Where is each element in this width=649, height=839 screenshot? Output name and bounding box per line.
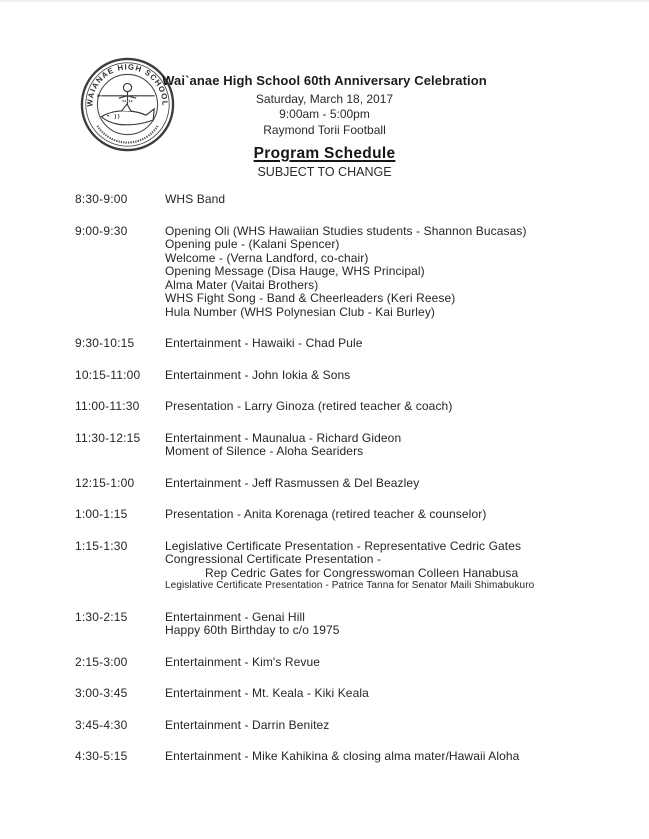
- row-time: 10:15-11:00: [75, 367, 141, 382]
- row-lines: [165, 508, 619, 522]
- schedule-line: Alma Mater (Vaitai Brothers): [165, 277, 319, 292]
- schedule-row: [75, 750, 619, 764]
- schedule-row: [75, 611, 619, 638]
- event-time: 9:00am - 5:00pm: [279, 107, 370, 121]
- schedule-line: Presentation - Anita Korenaga (retired teacher & counselor): [165, 507, 487, 521]
- row-lines: [165, 687, 619, 701]
- schedule-line: Hula Number (WHS Polynesian Club - Kai Burley): [165, 304, 436, 319]
- schedule-row: [75, 508, 619, 522]
- event-venue: Raymond Torii Football: [263, 122, 386, 137]
- row-lines: [165, 337, 619, 351]
- row-lines: [165, 193, 619, 207]
- schedule-rows: [75, 193, 619, 782]
- row-time: 1:00-1:15: [75, 507, 128, 521]
- row-time: 3:00-3:45: [75, 686, 128, 700]
- program-heading-block: [0, 145, 649, 179]
- event-date: Saturday, March 18, 2017: [255, 91, 394, 106]
- row-lines: [165, 750, 619, 764]
- schedule-line: WHS Band: [165, 192, 226, 206]
- row-time: 1:30-2:15: [75, 609, 128, 624]
- row-lines: [165, 369, 619, 383]
- row-time: 2:15-3:00: [75, 654, 128, 669]
- schedule-line: Welcome - (Verna Landford, co-chair): [165, 250, 369, 265]
- schedule-line: WHS Fight Song - Band & Cheerleaders (Keri Reese): [165, 291, 456, 305]
- schedule-line: Entertainment - Jeff Rasmussen & Del Beazley: [165, 475, 420, 490]
- scan-edge-artifact: [0, 0, 649, 2]
- document-header: [0, 73, 649, 138]
- row-lines: [165, 611, 619, 638]
- seal-arc-text: WAIANAE HIGH SCHOOL: [85, 62, 170, 107]
- schedule-row: [75, 337, 619, 351]
- row-time: 9:30-10:15: [75, 336, 135, 350]
- row-time: 12:15-1:00: [75, 475, 135, 490]
- schedule-row: [75, 477, 619, 491]
- schedule-line: Entertainment - Mike Kahikina & closing alma mater/Hawaii Aloha: [165, 749, 520, 763]
- schedule-row: [75, 369, 619, 383]
- row-time: 1:15-1:30: [75, 538, 128, 553]
- schedule-line: Congressional Certificate Presentation -: [165, 552, 382, 566]
- schedule-line: Entertainment - Darrin Benitez: [165, 717, 330, 732]
- schedule-line: Opening pule - (Kalani Spencer): [165, 237, 340, 251]
- schedule-line: Opening Message (Disa Hauge, WHS Principal): [165, 264, 425, 278]
- schedule-line: Happy 60th Birthday to c/o 1975: [165, 623, 340, 637]
- schedule-row: [75, 687, 619, 701]
- subject-to-change-note: SUBJECT TO CHANGE: [257, 165, 392, 179]
- row-time: 11:30-12:15: [75, 430, 141, 445]
- schedule-row: [75, 193, 619, 207]
- schedule-row: [75, 656, 619, 670]
- schedule-line: Entertainment - Hawaiki - Chad Pule: [165, 336, 363, 350]
- event-title: Wai`anae High School 60th Anniversary Celebration: [162, 73, 487, 88]
- row-lines: [165, 719, 619, 733]
- row-time: 9:00-9:30: [75, 223, 128, 238]
- row-lines: [165, 225, 619, 320]
- schedule-line: Entertainment - John Iokia & Sons: [165, 367, 351, 382]
- schedule-row: [75, 540, 619, 593]
- schedule-line: Entertainment - Kim's Revue: [165, 654, 321, 669]
- row-lines: [165, 400, 619, 414]
- row-lines: [165, 540, 619, 593]
- row-lines: [165, 432, 619, 459]
- schedule-line: Entertainment - Genai Hill: [165, 609, 305, 624]
- program-schedule-heading: Program Schedule: [253, 145, 396, 162]
- schedule-row: [75, 400, 619, 414]
- schedule-row: [75, 225, 619, 320]
- row-time: 4:30-5:15: [75, 749, 128, 763]
- row-time: 3:45-4:30: [75, 717, 128, 732]
- schedule-line: Opening Oli (WHS Hawaiian Studies students - Shannon Bucasas): [165, 223, 527, 238]
- row-time: 11:00-11:30: [75, 399, 140, 413]
- schedule-row: [75, 432, 619, 459]
- row-lines: [165, 656, 619, 670]
- schedule-line: Moment of Silence - Aloha Seariders: [165, 444, 364, 458]
- schedule-line: Legislative Certificate Presentation - Representative Cedric Gates: [165, 538, 522, 553]
- schedule-line: Legislative Certificate Presentation - Patrice Tanna for Senator Maili Shimabukuro: [165, 580, 535, 591]
- schedule-row: [75, 719, 619, 733]
- schedule-line: Presentation - Larry Ginoza (retired teacher & coach): [165, 399, 453, 413]
- schedule-line: Entertainment - Mt. Keala - Kiki Keala: [165, 686, 369, 700]
- row-time: 8:30-9:00: [75, 192, 128, 206]
- schedule-line: Rep Cedric Gates for Congresswoman Colleen Hanabusa: [205, 565, 519, 580]
- row-lines: [165, 477, 619, 491]
- schedule-line: Entertainment - Maunalua - Richard Gideon: [165, 430, 402, 445]
